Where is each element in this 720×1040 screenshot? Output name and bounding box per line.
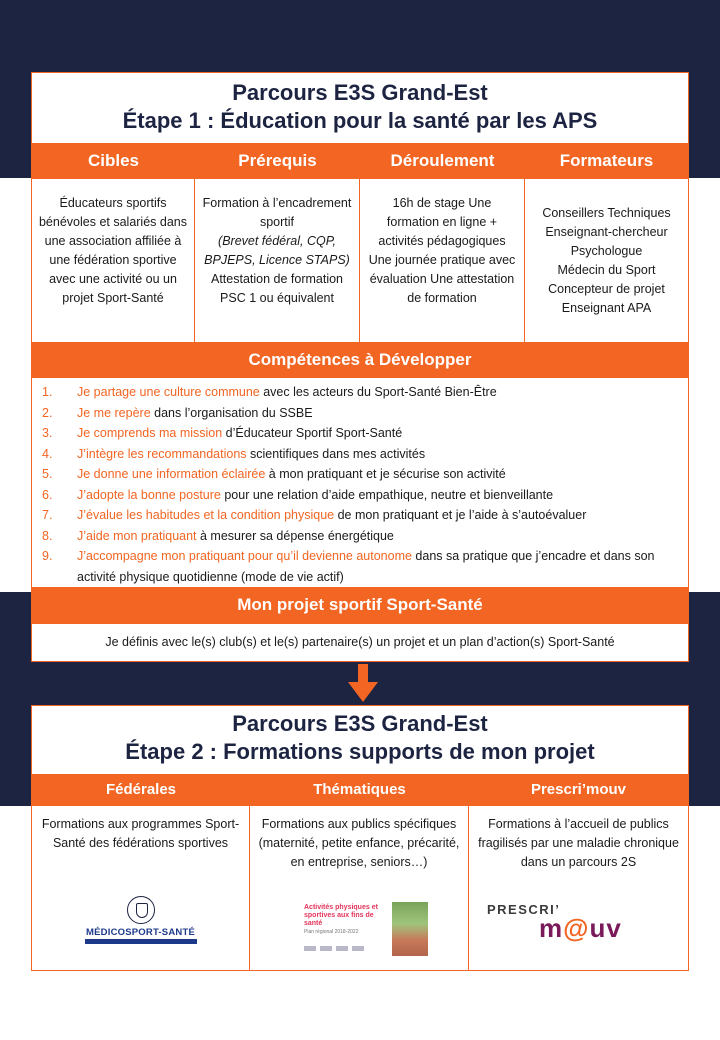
header-formateurs: Formateurs xyxy=(559,151,654,170)
competence-number: 4. xyxy=(42,446,53,461)
formateur-item: Enseignant APA xyxy=(561,301,652,315)
header-deroulement: Déroulement xyxy=(390,151,495,170)
brochure-subtitle: Plan régional 2018-2022 xyxy=(304,929,359,935)
medicosport-sante-logo xyxy=(32,896,249,944)
competence-item xyxy=(42,526,680,547)
competence-number: 2. xyxy=(42,405,53,420)
competence-rest: à mesurer sa dépense énergétique xyxy=(196,528,394,543)
competence-number: 8. xyxy=(42,528,53,543)
competence-rest: scientifiques dans mes activités xyxy=(246,446,426,461)
step1-columns xyxy=(32,179,688,342)
formateur-item: Enseignant-chercheur xyxy=(545,225,668,239)
formateur-item: Conseillers Techniques xyxy=(542,206,671,220)
competence-rest: de mon pratiquant et je l’aide à s’autoévaluer xyxy=(334,508,587,522)
step1-column-headers xyxy=(32,143,688,179)
down-arrow-icon xyxy=(348,664,378,702)
cibles-text: Éducateurs sportifs bénévoles et salariés dans une association affiliée à une fédération sportive avec une activité ou un projet Sport-Santé xyxy=(38,196,187,305)
projet-header-label: Mon projet sportif Sport-Santé xyxy=(237,595,483,614)
competences-header xyxy=(32,342,688,378)
federales-cell xyxy=(32,806,250,970)
medicosport-logo-name: MÉDICOSPORT-SANTÉ xyxy=(86,927,195,938)
competence-item xyxy=(42,505,680,526)
projet-header xyxy=(32,587,688,623)
competence-rest: dans sa pratique que j’encadre et dans son activité physique quotidienne (mode de vie actif) xyxy=(77,549,655,584)
cibles-cell xyxy=(32,179,195,342)
competence-highlight: Je donne une information éclairée xyxy=(77,467,266,481)
prerequis-diplomas: (Brevet fédéral, CQP, BPJEPS, Licence STAPS) xyxy=(204,234,350,267)
step1-title xyxy=(32,73,688,143)
competence-highlight: J’aide mon pratiquant xyxy=(77,528,197,543)
competence-item xyxy=(42,382,680,403)
step1-title-line2: Étape 1 : Éducation pour la santé par les APS xyxy=(122,108,598,133)
competence-number: 5. xyxy=(42,467,53,481)
competence-item xyxy=(42,464,680,485)
thematiques-text: Formations aux publics spécifiques (maternité, petite enfance, précarité, en entreprise, seniors…) xyxy=(258,817,460,869)
competence-number: 7. xyxy=(42,508,53,522)
competence-item xyxy=(42,423,680,444)
formateur-item: Psychologue xyxy=(570,244,643,258)
step2-title xyxy=(32,706,688,774)
brochure-photo xyxy=(392,902,428,956)
competence-rest: pour une relation d’aide empathique, neutre et bienveillante xyxy=(220,487,554,502)
competences-list xyxy=(32,378,688,587)
competence-highlight: J’accompagne mon pratiquant pour qu’il devienne autonome xyxy=(77,549,412,563)
competence-item xyxy=(42,546,680,587)
brochure-title: Activités physiques et sportives aux fins de santé xyxy=(304,904,378,927)
header-prerequis: Prérequis xyxy=(238,151,317,170)
competence-highlight: J’intègre les recommandations xyxy=(77,446,247,461)
competence-item xyxy=(42,444,680,465)
medicosport-logo-subtitle xyxy=(85,939,197,944)
deroulement-cell xyxy=(360,179,525,342)
step1-title-line1: Parcours E3S Grand-Est xyxy=(232,80,488,105)
header-federales: Fédérales xyxy=(105,781,177,798)
competences-header-label: Compétences à Développer xyxy=(248,350,472,369)
prerequis-cell xyxy=(195,179,360,342)
step2-columns xyxy=(32,806,688,970)
competence-rest: dans l’organisation du SSBE xyxy=(150,405,313,420)
competence-highlight: J’évalue les habitudes et la condition physique xyxy=(77,508,335,522)
formateurs-cell xyxy=(525,179,688,342)
step2-title-line2: Étape 2 : Formations supports de mon projet xyxy=(125,739,595,764)
step2-title-line1: Parcours E3S Grand-Est xyxy=(232,711,488,736)
prescrimouv-logo xyxy=(469,902,688,944)
formateur-item: Médecin du Sport xyxy=(557,263,656,277)
formateur-item: Concepteur de projet xyxy=(548,282,665,296)
competence-number: 6. xyxy=(42,487,53,502)
competence-rest: d’Éducateur Sportif Sport-Santé xyxy=(222,426,403,440)
header-prescrimouv: Prescri’mouv xyxy=(530,781,627,798)
prescrimouv-cell xyxy=(469,806,688,970)
projet-text: Je définis avec le(s) club(s) et le(s) partenaire(s) un projet et un plan d’action(s) Sport-Santé xyxy=(32,623,688,659)
competence-highlight: Je comprends ma mission xyxy=(77,426,223,440)
olympic-emblem-icon xyxy=(127,896,155,924)
deroulement-text: 16h de stage Une formation en ligne + activités pédagogiques Une journée pratique avec évaluation Une attestation de formation xyxy=(368,196,516,305)
competence-number: 9. xyxy=(42,549,53,563)
competence-item xyxy=(42,403,680,424)
competence-highlight: Je me repère xyxy=(77,405,151,420)
step2-column-headers xyxy=(32,774,688,806)
competence-number: 3. xyxy=(42,426,53,440)
competence-highlight: Je partage une culture commune xyxy=(77,385,260,399)
step1-panel xyxy=(31,72,689,662)
competence-rest: avec les acteurs du Sport-Santé Bien-Être xyxy=(259,385,497,399)
prerequis-text1: Formation à l’encadrement sportif xyxy=(202,196,352,229)
competence-number: 1. xyxy=(42,385,53,399)
competence-item xyxy=(42,485,680,506)
competence-rest: à mon pratiquant et je sécurise son activité xyxy=(265,467,506,481)
prescrimouv-logo-top: PRESCRI’ xyxy=(487,902,561,917)
prerequis-text2: Attestation de formation PSC 1 ou équivalent xyxy=(210,272,344,305)
aps-plan-brochure-image xyxy=(304,902,428,956)
header-thematiques: Thématiques xyxy=(313,781,406,798)
thematiques-cell xyxy=(250,806,469,970)
federales-text: Formations aux programmes Sport-Santé des fédérations sportives xyxy=(41,817,240,850)
brochure-partner-logos xyxy=(304,946,364,951)
competence-highlight: J’adopte la bonne posture xyxy=(77,487,221,502)
step2-panel xyxy=(31,705,689,971)
header-cibles: Cibles xyxy=(87,151,140,170)
prescrimouv-logo-mouv: m@uv xyxy=(539,913,622,943)
prescrimouv-text: Formations à l’accueil de publics fragilisés par une maladie chronique dans un parcours 2S xyxy=(478,817,679,869)
